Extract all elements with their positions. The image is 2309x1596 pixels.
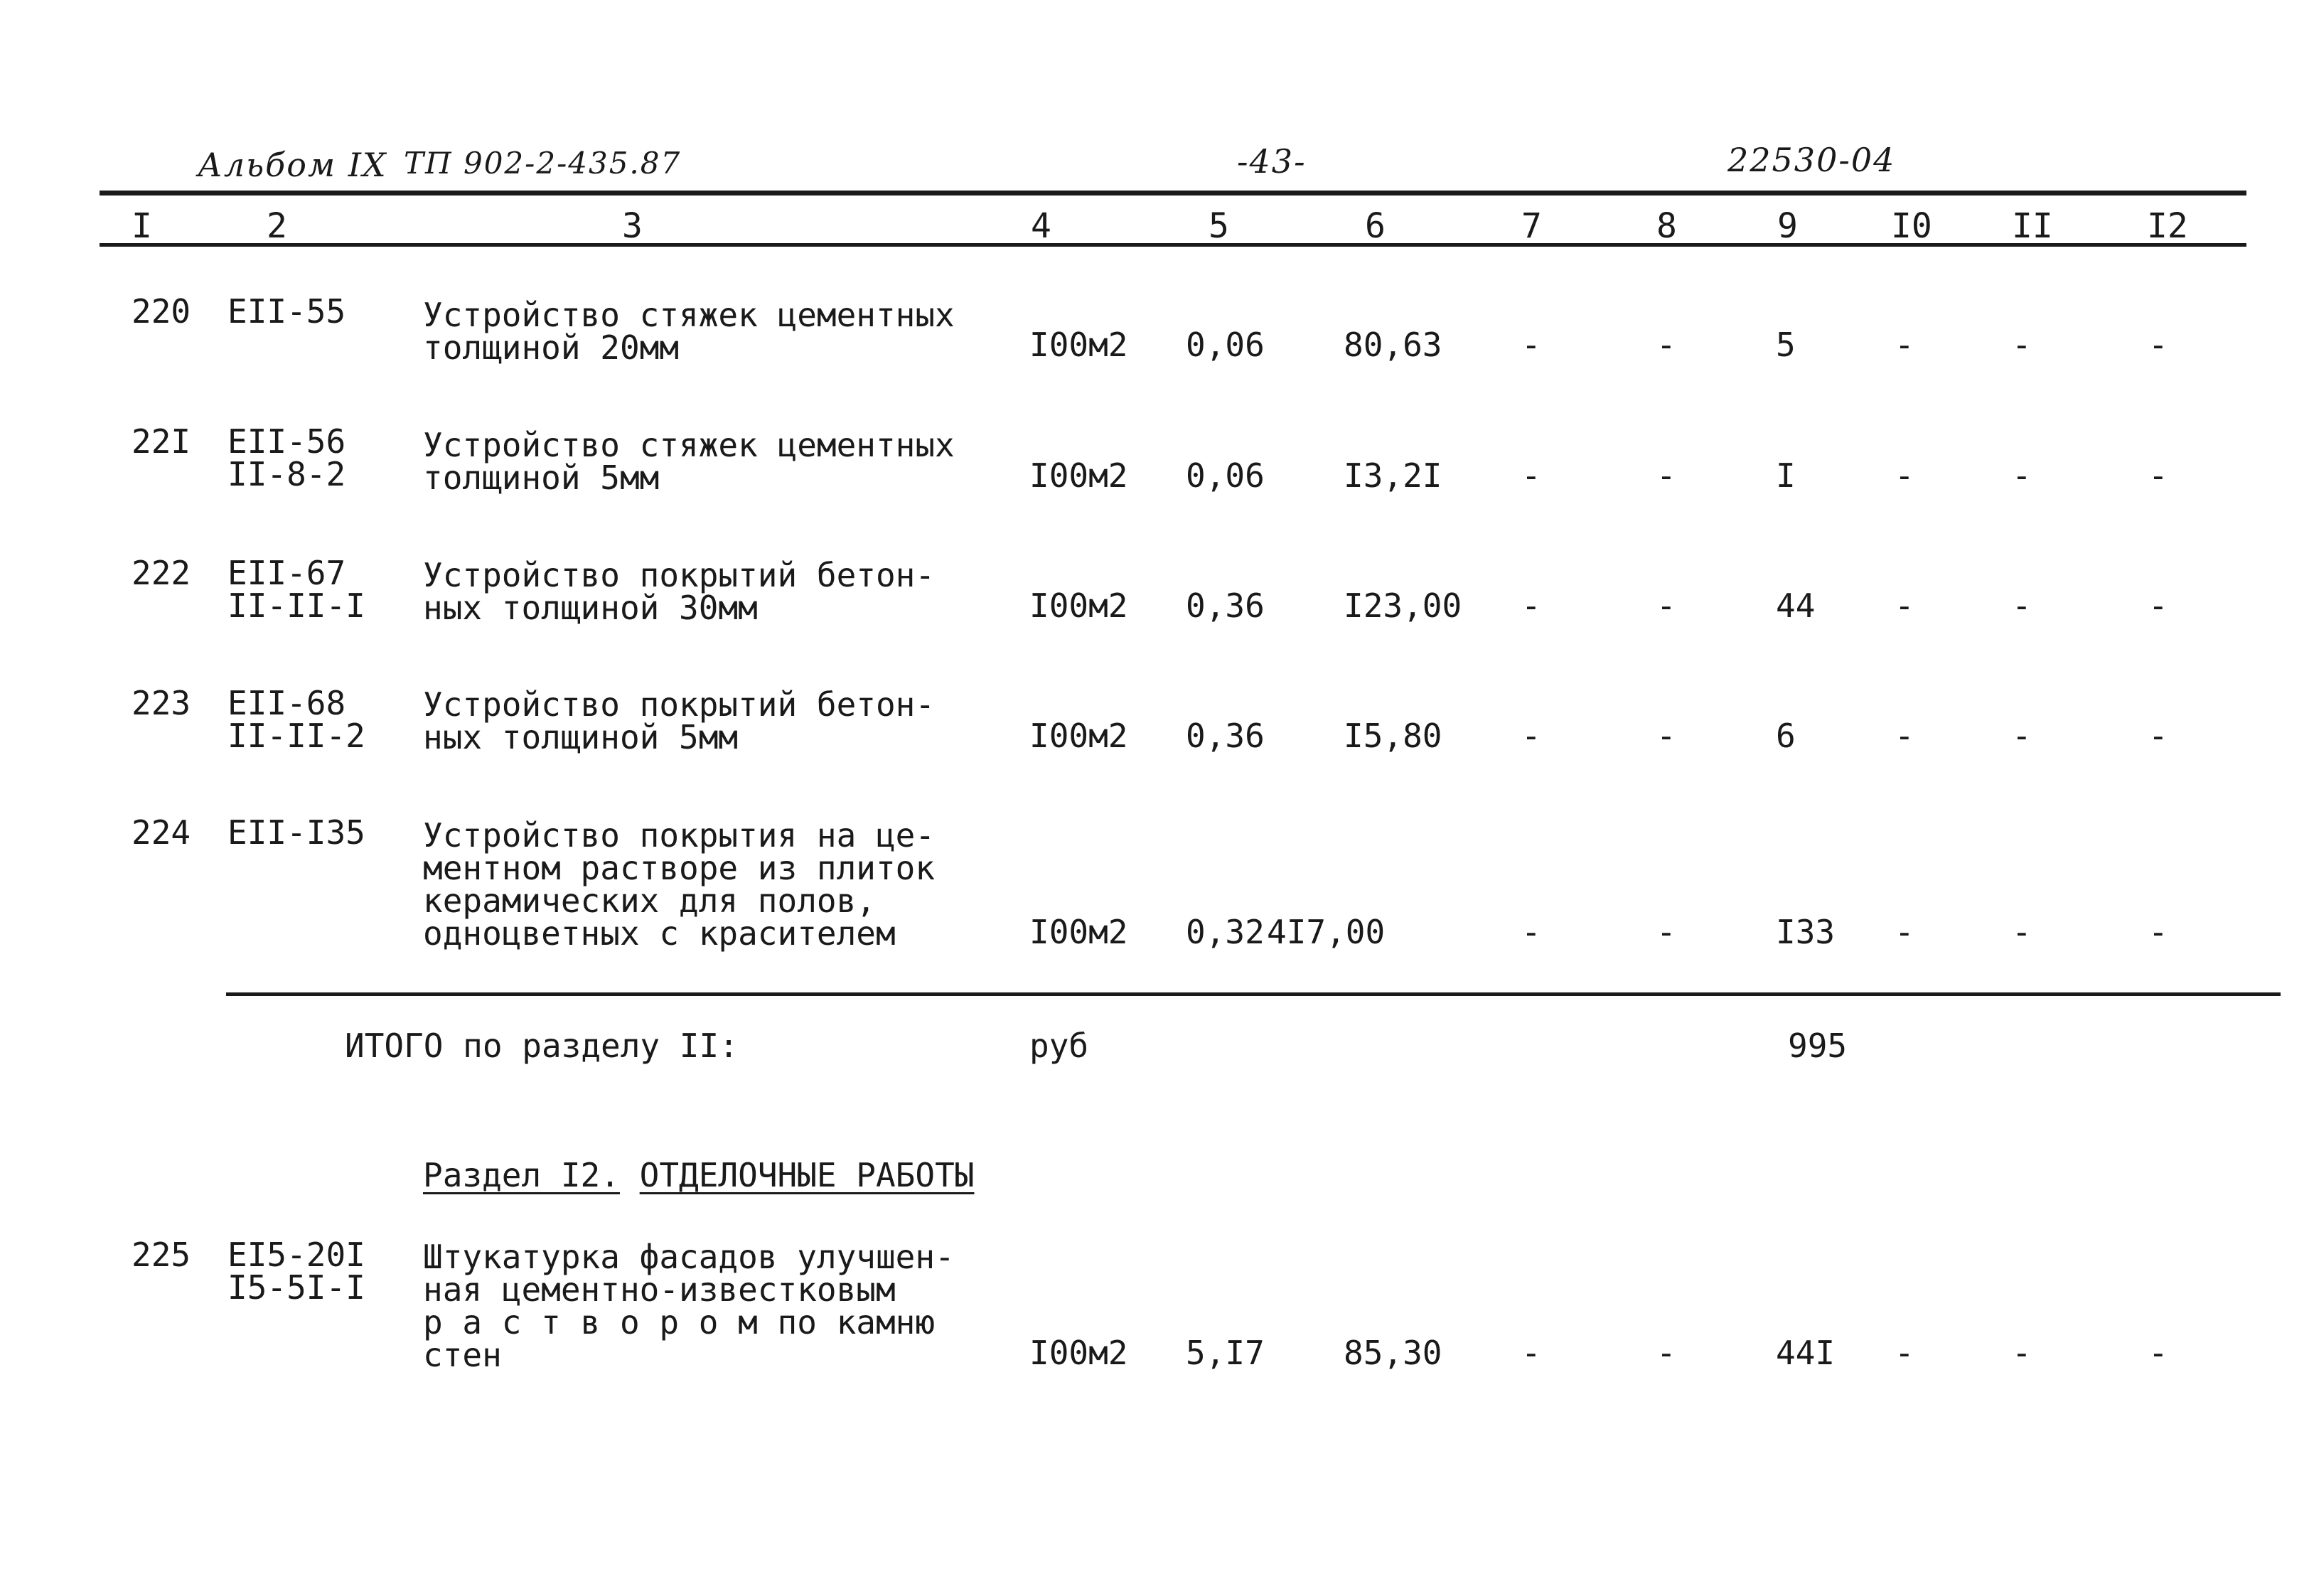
column-number: 5 (1209, 206, 1229, 246)
unit: I00м2 (1029, 913, 1128, 951)
work-description (423, 685, 936, 756)
col-7-value: - (1521, 456, 1541, 495)
norm-codes (227, 554, 365, 625)
unit: I00м2 (1029, 587, 1128, 625)
col-10-value: - (1895, 1334, 1914, 1372)
description-line: толщиной 20мм (423, 328, 680, 367)
column-number: 7 (1521, 206, 1542, 246)
norm-code: II-II-2 (227, 717, 365, 755)
col-7-value: - (1521, 717, 1541, 755)
col-7-value: - (1521, 913, 1541, 951)
col-8-value: - (1656, 913, 1676, 951)
norm-code: ЕII-55 (227, 292, 346, 331)
norm-code: II-II-I (227, 587, 365, 625)
column-number: II (2012, 206, 2053, 246)
description-line: керамических для полов, (423, 882, 876, 920)
description-line: ная цементно-известковым (423, 1270, 896, 1309)
col-8-value: - (1656, 456, 1676, 495)
total-value: 44 (1776, 587, 1816, 625)
row-number: 224 (132, 813, 191, 852)
col-10-value: - (1895, 456, 1914, 495)
col-7-value: - (1521, 587, 1541, 625)
description-line: ных толщиной 30мм (423, 589, 758, 627)
description-line: ментном растворе из плиток (423, 849, 936, 887)
col-8-value: - (1656, 587, 1676, 625)
unit-price: 85,30 (1344, 1334, 1442, 1372)
col-10-value: - (1895, 717, 1914, 755)
unit-price: I23,00 (1344, 587, 1462, 625)
unit-price: I5,80 (1344, 717, 1442, 755)
col-11-value: - (2012, 913, 2032, 951)
col-10-value: - (1895, 326, 1914, 364)
norm-codes (227, 292, 346, 331)
description-line: Устройство покрытий бетон- (423, 685, 936, 724)
col-10-value: - (1895, 913, 1914, 951)
col-12-value: - (2148, 1334, 2168, 1372)
description-line: р а с т в о р о м по камню (423, 1303, 936, 1341)
section-prefix: Раздел I2. (423, 1156, 620, 1194)
col-12-value: - (2148, 326, 2168, 364)
description-line: Устройство стяжек цементных (423, 426, 955, 464)
description-line: Штукатурка фасадов улучшен- (423, 1238, 955, 1276)
description-line: Устройство покрытия на це- (423, 816, 936, 855)
column-number: I2 (2147, 206, 2188, 246)
unit-price: I3,2I (1344, 456, 1442, 495)
norm-code: ЕII-67 (227, 554, 346, 592)
row-number: 22I (132, 422, 191, 461)
total-unit: руб (1029, 1027, 1089, 1065)
project-code: ТП 902-2-435.87 (404, 146, 682, 181)
column-number: I (132, 206, 152, 246)
norm-code: ЕII-I35 (227, 813, 365, 852)
unit: I00м2 (1029, 456, 1128, 495)
description-line: стен (423, 1336, 502, 1374)
section-heading (423, 1156, 975, 1194)
header-top-rule (100, 191, 2246, 196)
row-number: 223 (132, 684, 191, 722)
total-amount: 995 (1788, 1027, 1848, 1065)
col-11-value: - (2012, 1334, 2032, 1372)
column-number: I0 (1891, 206, 1932, 246)
row-number: 222 (132, 554, 191, 592)
norm-code: ЕII-68 (227, 684, 346, 722)
quantity: 0,32 (1186, 913, 1265, 951)
unit: I00м2 (1029, 717, 1128, 755)
col-11-value: - (2012, 717, 2032, 755)
column-number: 9 (1777, 206, 1798, 246)
unit: I00м2 (1029, 326, 1128, 364)
col-8-value: - (1656, 1334, 1676, 1372)
total-value: 44I (1776, 1334, 1836, 1372)
section-title: ОТДЕЛОЧНЫЕ РАБОТЫ (639, 1156, 975, 1194)
row-number: 220 (132, 292, 191, 331)
description-line: толщиной 5мм (423, 459, 660, 497)
quantity: 0,36 (1186, 717, 1265, 755)
row-number: 225 (132, 1236, 191, 1274)
col-12-value: - (2148, 717, 2168, 755)
col-11-value: - (2012, 587, 2032, 625)
col-12-value: - (2148, 913, 2168, 951)
total-value: 5 (1776, 326, 1796, 364)
norm-codes (227, 684, 365, 755)
quantity: 0,06 (1186, 456, 1265, 495)
col-11-value: - (2012, 326, 2032, 364)
quantity: 0,36 (1186, 587, 1265, 625)
work-description (423, 296, 955, 367)
total-value: 6 (1776, 717, 1796, 755)
description-line: одноцветных с красителем (423, 914, 896, 953)
unit: I00м2 (1029, 1334, 1128, 1372)
col-12-value: - (2148, 456, 2168, 495)
col-12-value: - (2148, 587, 2168, 625)
quantity: 0,06 (1186, 326, 1265, 364)
col-8-value: - (1656, 717, 1676, 755)
description-line: Устройство покрытий бетон- (423, 556, 936, 594)
column-number: 2 (267, 206, 287, 246)
column-number: 6 (1365, 206, 1386, 246)
total-label: ИТОГО по разделу II: (345, 1027, 739, 1065)
album-label: Альбом IX (198, 146, 387, 184)
column-number: 3 (622, 206, 643, 246)
column-number: 8 (1656, 206, 1677, 246)
norm-codes (227, 813, 365, 852)
work-description (423, 1238, 955, 1374)
col-10-value: - (1895, 587, 1914, 625)
work-description (423, 556, 936, 627)
col-8-value: - (1656, 326, 1676, 364)
norm-codes (227, 422, 346, 493)
total-value: I33 (1776, 913, 1836, 951)
description-line: ных толщиной 5мм (423, 718, 739, 756)
page-number: -43- (1237, 142, 1307, 181)
norm-code: ЕII-56 (227, 422, 346, 461)
unit-price: 4I7,00 (1267, 913, 1386, 951)
col-7-value: - (1521, 326, 1541, 364)
work-description (423, 816, 936, 953)
section-total-rule (226, 992, 2281, 996)
description-line: Устройство стяжек цементных (423, 296, 955, 334)
col-11-value: - (2012, 456, 2032, 495)
norm-code: ЕI5-20I (227, 1236, 365, 1274)
norm-code: I5-5I-I (227, 1268, 365, 1307)
column-number: 4 (1031, 206, 1051, 246)
col-7-value: - (1521, 1334, 1541, 1372)
unit-price: 80,63 (1344, 326, 1442, 364)
norm-codes (227, 1236, 365, 1307)
quantity: 5,I7 (1186, 1334, 1265, 1372)
document-code: 22530-04 (1727, 141, 1896, 179)
work-description (423, 426, 955, 497)
norm-code: II-8-2 (227, 455, 346, 493)
total-value: I (1776, 456, 1796, 495)
